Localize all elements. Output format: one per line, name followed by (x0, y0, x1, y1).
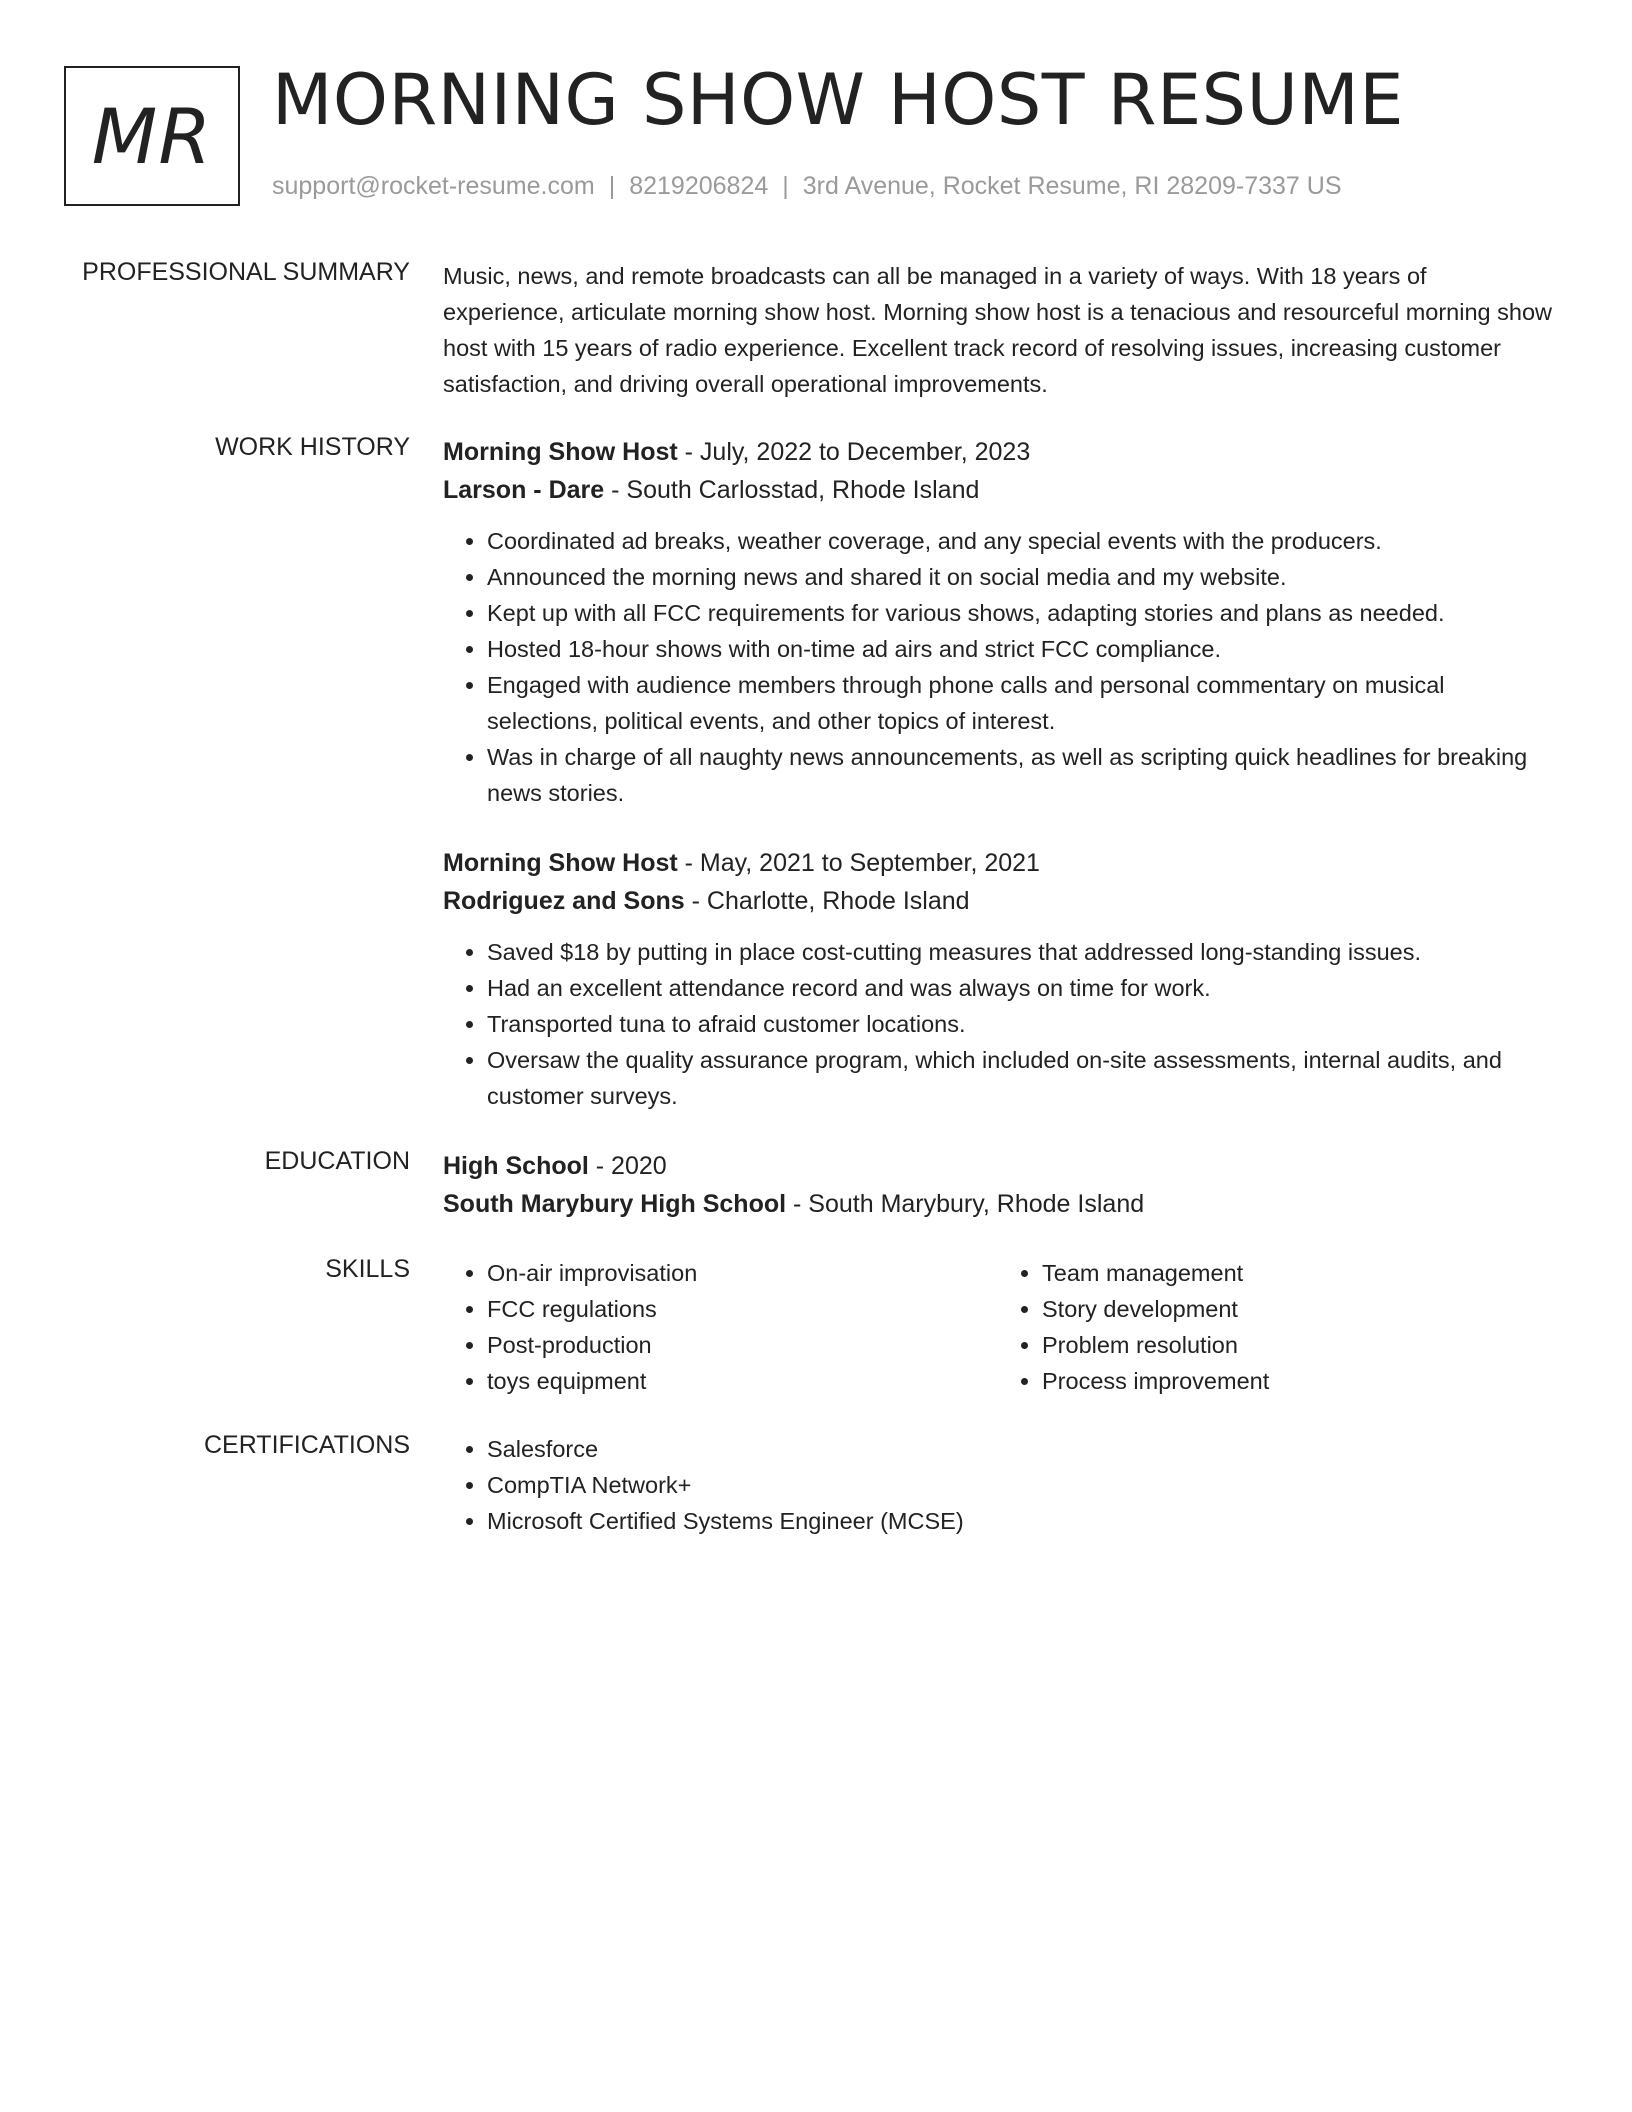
job-title: Morning Show Host (443, 438, 678, 466)
skill-item: • Post-production (487, 1327, 998, 1363)
job-bullet-list (443, 523, 1553, 811)
certifications-body (443, 1431, 1553, 1539)
job-entry (443, 433, 1553, 811)
skills-list-right (998, 1255, 1553, 1399)
job-dates: - May, 2021 to September, 2021 (677, 849, 1040, 877)
certification-item: • CompTIA Network+ (487, 1467, 1553, 1503)
job-title-line (443, 433, 1553, 471)
summary-body (443, 258, 1553, 402)
contact-phone: 8219206824 (629, 172, 769, 200)
job-bullet: • Coordinated ad breaks, weather coverage, and any special events with the producers. (487, 523, 1553, 559)
skill-item: • Story development (1042, 1291, 1553, 1327)
contact-address: 3rd Avenue, Rocket Resume, RI 28209-7337 US (802, 172, 1342, 200)
certifications-list (443, 1431, 1553, 1539)
certification-item: • Salesforce (487, 1431, 1553, 1467)
education-location: - South Marybury, Rhode Island (786, 1190, 1145, 1218)
contact-email: support@rocket-resume.com (272, 172, 595, 200)
job-location: - Charlotte, Rhode Island (684, 887, 970, 915)
monogram-initials: MR (91, 91, 213, 181)
job-company-line (443, 882, 1553, 920)
job-location: - South Carlosstad, Rhode Island (604, 476, 980, 504)
resume-title: MORNING SHOW HOST RESUME (272, 59, 1404, 141)
job-bullet: • Was in charge of all naughty news announcements, as well as scripting quick headlines for breaking news stories. (487, 739, 1553, 811)
contact-separator: | (608, 172, 616, 200)
skill-item: • Process improvement (1042, 1363, 1553, 1399)
job-bullet: • Oversaw the quality assurance program, which included on-site assessments, internal audits, and customer surveys. (487, 1042, 1553, 1114)
work-history-body-2 (443, 844, 1553, 1114)
section-label-education: EDUCATION (264, 1147, 410, 1175)
skill-item: • FCC regulations (487, 1291, 998, 1327)
job-company: Larson - Dare (443, 476, 605, 504)
monogram-box (64, 66, 240, 206)
skill-item: • On-air improvisation (487, 1255, 998, 1291)
section-label-skills: SKILLS (325, 1255, 410, 1283)
job-bullet: • Saved $18 by putting in place cost-cutting measures that addressed long-standing issues. (487, 934, 1553, 970)
job-bullet: • Announced the morning news and shared it on social media and my website. (487, 559, 1553, 595)
education-school: South Marybury High School (443, 1190, 787, 1218)
education-degree: High School (443, 1152, 589, 1180)
job-entry (443, 844, 1553, 1114)
skill-item: • Problem resolution (1042, 1327, 1553, 1363)
summary-text: Music, news, and remote broadcasts can all be managed in a variety of ways. With 18 years of experience, articulate morning show host. Morning show host is a tenacious and resourceful morning show host with 15 years of radio experience. Excellent track record of resolving issues, increasing customer satisfaction, and driving overall operational improvements. (443, 263, 1552, 397)
job-company-line (443, 471, 1553, 509)
skills-list-left (443, 1255, 998, 1399)
skills-grid (443, 1255, 1553, 1399)
work-history-body (443, 433, 1553, 811)
skill-item: • toys equipment (487, 1363, 998, 1399)
section-label-summary: PROFESSIONAL SUMMARY (82, 258, 410, 286)
job-title: Morning Show Host (443, 849, 678, 877)
skill-item: • Team management (1042, 1255, 1553, 1291)
job-dates: - July, 2022 to December, 2023 (677, 438, 1031, 466)
job-bullet: • Kept up with all FCC requirements for various shows, adapting stories and plans as needed. (487, 595, 1553, 631)
job-bullet: • Had an excellent attendance record and was always on time for work. (487, 970, 1553, 1006)
education-degree-line (443, 1147, 1553, 1185)
education-year: - 2020 (588, 1152, 667, 1180)
job-bullet: • Hosted 18-hour shows with on-time ad airs and strict FCC compliance. (487, 631, 1553, 667)
education-school-line (443, 1185, 1553, 1223)
contact-separator: | (782, 172, 789, 200)
job-title-line (443, 844, 1553, 882)
education-body (443, 1147, 1553, 1223)
contact-line (272, 172, 1342, 201)
job-bullet-list (443, 934, 1553, 1114)
job-bullet: • Transported tuna to afraid customer locations. (487, 1006, 1553, 1042)
certification-item: • Microsoft Certified Systems Engineer (MCSE) (487, 1503, 1553, 1539)
section-label-work-history: WORK HISTORY (215, 433, 410, 461)
section-label-certifications: CERTIFICATIONS (203, 1431, 410, 1459)
job-bullet: • Engaged with audience members through phone calls and personal commentary on musical selections, political events, and other topics of interest. (487, 667, 1553, 739)
job-company: Rodriguez and Sons (443, 887, 685, 915)
skills-body (443, 1255, 1553, 1399)
